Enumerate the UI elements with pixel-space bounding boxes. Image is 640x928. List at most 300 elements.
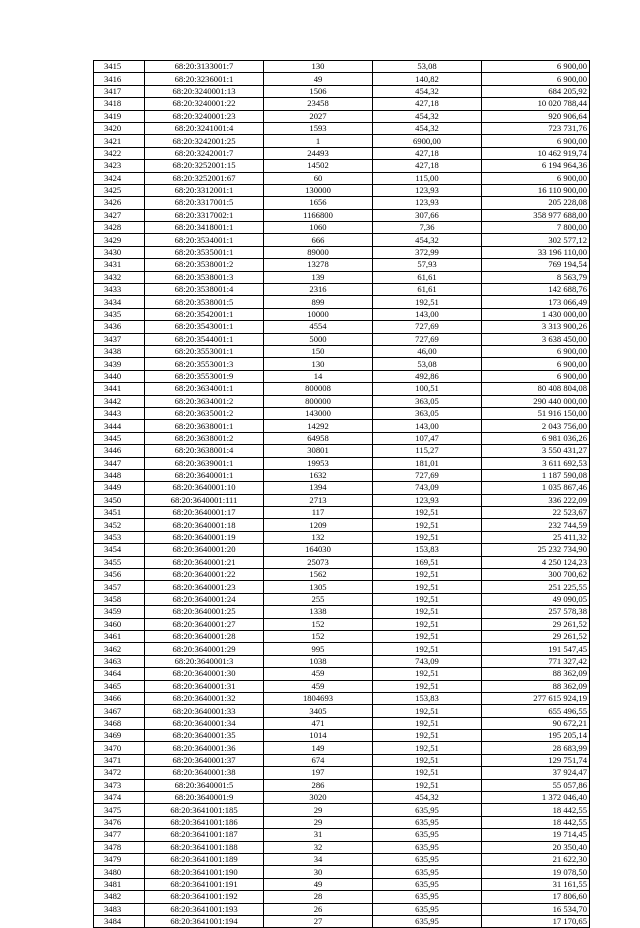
- table-row: [94, 345, 590, 357]
- cadastral-number-cell: 68:20:3542001:1: [145, 308, 264, 320]
- value-cell: 8 563,79: [482, 271, 590, 283]
- row-number-cell: 3430: [94, 246, 145, 258]
- area-cell: 800000: [264, 395, 373, 407]
- area-cell: 14502: [264, 160, 373, 172]
- table-row: [94, 308, 590, 320]
- table-row: [94, 445, 590, 457]
- cadastral-number-cell: 68:20:3236001:1: [145, 73, 264, 85]
- rate-cell: 100,51: [373, 383, 482, 395]
- rate-cell: 192,51: [373, 668, 482, 680]
- area-cell: 1014: [264, 730, 373, 742]
- value-cell: 300 700,62: [482, 569, 590, 581]
- rate-cell: 635,95: [373, 903, 482, 915]
- table-row: [94, 581, 590, 593]
- row-number-cell: 3463: [94, 655, 145, 667]
- row-number-cell: 3443: [94, 407, 145, 419]
- table-row: [94, 556, 590, 568]
- area-cell: 130: [264, 61, 373, 73]
- row-number-cell: 3427: [94, 209, 145, 221]
- area-cell: 23458: [264, 98, 373, 110]
- rate-cell: 192,51: [373, 630, 482, 642]
- area-cell: 255: [264, 593, 373, 605]
- row-number-cell: 3445: [94, 432, 145, 444]
- area-cell: 666: [264, 234, 373, 246]
- row-number-cell: 3432: [94, 271, 145, 283]
- row-number-cell: 3472: [94, 767, 145, 779]
- area-cell: 132: [264, 531, 373, 543]
- row-number-cell: 3420: [94, 122, 145, 134]
- area-cell: 117: [264, 507, 373, 519]
- area-cell: 459: [264, 668, 373, 680]
- value-cell: 10 462 919,74: [482, 147, 590, 159]
- value-cell: 18 442,55: [482, 816, 590, 828]
- area-cell: 4554: [264, 321, 373, 333]
- rate-cell: 107,47: [373, 432, 482, 444]
- row-number-cell: 3423: [94, 160, 145, 172]
- value-cell: 358 977 688,00: [482, 209, 590, 221]
- rate-cell: 192,51: [373, 581, 482, 593]
- area-cell: 2713: [264, 494, 373, 506]
- cadastral-number-cell: 68:20:3641001:194: [145, 915, 264, 927]
- area-cell: 5000: [264, 333, 373, 345]
- value-cell: 723 731,76: [482, 122, 590, 134]
- row-number-cell: 3416: [94, 73, 145, 85]
- value-cell: 6 900,00: [482, 358, 590, 370]
- area-cell: 471: [264, 717, 373, 729]
- table-row: [94, 420, 590, 432]
- cadastral-number-cell: 68:20:3640001:17: [145, 507, 264, 519]
- area-cell: 995: [264, 643, 373, 655]
- value-cell: 33 196 110,00: [482, 246, 590, 258]
- cadastral-number-cell: 68:20:3535001:1: [145, 246, 264, 258]
- row-number-cell: 3435: [94, 308, 145, 320]
- table-row: [94, 668, 590, 680]
- cadastral-number-cell: 68:20:3640001:20: [145, 544, 264, 556]
- table-row: [94, 358, 590, 370]
- table-row: [94, 630, 590, 642]
- value-cell: 19 078,50: [482, 866, 590, 878]
- row-number-cell: 3464: [94, 668, 145, 680]
- area-cell: 14292: [264, 420, 373, 432]
- value-cell: 18 442,55: [482, 804, 590, 816]
- value-cell: 3 313 900,26: [482, 321, 590, 333]
- rate-cell: 192,51: [373, 519, 482, 531]
- table-row: [94, 284, 590, 296]
- value-cell: 17 806,60: [482, 891, 590, 903]
- rate-cell: 727,69: [373, 469, 482, 481]
- rate-cell: 635,95: [373, 829, 482, 841]
- rate-cell: 192,51: [373, 606, 482, 618]
- value-cell: 7 800,00: [482, 222, 590, 234]
- row-number-cell: 3468: [94, 717, 145, 729]
- cadastral-number-cell: 68:20:3133001:7: [145, 61, 264, 73]
- row-number-cell: 3449: [94, 482, 145, 494]
- cadastral-number-cell: 68:20:3638001:4: [145, 445, 264, 457]
- area-cell: 130000: [264, 184, 373, 196]
- rate-cell: 192,51: [373, 779, 482, 791]
- row-number-cell: 3483: [94, 903, 145, 915]
- row-number-cell: 3438: [94, 345, 145, 357]
- cadastral-number-cell: 68:20:3640001:35: [145, 730, 264, 742]
- cadastral-number-cell: 68:20:3641001:189: [145, 854, 264, 866]
- cadastral-number-cell: 68:20:3240001:23: [145, 110, 264, 122]
- area-cell: 152: [264, 618, 373, 630]
- value-cell: 2 043 756,00: [482, 420, 590, 432]
- area-cell: 286: [264, 779, 373, 791]
- value-cell: 336 222,09: [482, 494, 590, 506]
- row-number-cell: 3453: [94, 531, 145, 543]
- row-number-cell: 3459: [94, 606, 145, 618]
- table-row: [94, 519, 590, 531]
- rate-cell: 123,93: [373, 184, 482, 196]
- value-cell: 684 205,92: [482, 85, 590, 97]
- row-number-cell: 3418: [94, 98, 145, 110]
- row-number-cell: 3419: [94, 110, 145, 122]
- rate-cell: 192,51: [373, 705, 482, 717]
- table-row: [94, 172, 590, 184]
- area-cell: 459: [264, 680, 373, 692]
- cadastral-number-cell: 68:20:3634001:1: [145, 383, 264, 395]
- table-row: [94, 370, 590, 382]
- rate-cell: 123,93: [373, 494, 482, 506]
- value-cell: 80 408 804,08: [482, 383, 590, 395]
- area-cell: 27: [264, 915, 373, 927]
- row-number-cell: 3440: [94, 370, 145, 382]
- value-cell: 173 066,49: [482, 296, 590, 308]
- value-cell: 277 615 924,19: [482, 692, 590, 704]
- table-row: [94, 606, 590, 618]
- row-number-cell: 3415: [94, 61, 145, 73]
- value-cell: 195 205,14: [482, 730, 590, 742]
- row-number-cell: 3462: [94, 643, 145, 655]
- value-cell: 251 225,55: [482, 581, 590, 593]
- table-row: [94, 333, 590, 345]
- row-number-cell: 3425: [94, 184, 145, 196]
- table-row: [94, 395, 590, 407]
- table-row: [94, 160, 590, 172]
- area-cell: 31: [264, 829, 373, 841]
- value-cell: 6 900,00: [482, 135, 590, 147]
- rate-cell: 727,69: [373, 321, 482, 333]
- table-row: [94, 407, 590, 419]
- row-number-cell: 3481: [94, 878, 145, 890]
- table-row: [94, 705, 590, 717]
- rate-cell: 492,86: [373, 370, 482, 382]
- rate-cell: 635,95: [373, 804, 482, 816]
- area-cell: 30: [264, 866, 373, 878]
- table-row: [94, 692, 590, 704]
- row-number-cell: 3475: [94, 804, 145, 816]
- area-cell: 28: [264, 891, 373, 903]
- cadastral-number-cell: 68:20:3640001:32: [145, 692, 264, 704]
- rate-cell: 61,61: [373, 271, 482, 283]
- value-cell: 51 916 150,00: [482, 407, 590, 419]
- table-row: [94, 98, 590, 110]
- cadastral-number-cell: 68:20:3640001:28: [145, 630, 264, 642]
- area-cell: 1166800: [264, 209, 373, 221]
- value-cell: 142 688,76: [482, 284, 590, 296]
- rate-cell: 192,51: [373, 742, 482, 754]
- value-cell: 20 350,40: [482, 841, 590, 853]
- cadastral-number-cell: 68:20:3240001:13: [145, 85, 264, 97]
- rate-cell: 743,09: [373, 482, 482, 494]
- cadastral-number-cell: 68:20:3317002:1: [145, 209, 264, 221]
- rate-cell: 192,51: [373, 643, 482, 655]
- area-cell: 1593: [264, 122, 373, 134]
- rate-cell: 635,95: [373, 854, 482, 866]
- area-cell: 60: [264, 172, 373, 184]
- rate-cell: 115,27: [373, 445, 482, 457]
- value-cell: 22 523,67: [482, 507, 590, 519]
- cadastral-table: [93, 60, 590, 928]
- rate-cell: 192,51: [373, 618, 482, 630]
- cadastral-number-cell: 68:20:3640001:36: [145, 742, 264, 754]
- area-cell: 10000: [264, 308, 373, 320]
- area-cell: 49: [264, 878, 373, 890]
- document-page: [93, 60, 590, 928]
- area-cell: 164030: [264, 544, 373, 556]
- table-row: [94, 878, 590, 890]
- area-cell: 2316: [264, 284, 373, 296]
- area-cell: 1060: [264, 222, 373, 234]
- table-row: [94, 296, 590, 308]
- table-row: [94, 754, 590, 766]
- rate-cell: 57,93: [373, 259, 482, 271]
- rate-cell: 143,00: [373, 420, 482, 432]
- area-cell: 130: [264, 358, 373, 370]
- table-row: [94, 259, 590, 271]
- row-number-cell: 3477: [94, 829, 145, 841]
- area-cell: 34: [264, 854, 373, 866]
- area-cell: 139: [264, 271, 373, 283]
- row-number-cell: 3421: [94, 135, 145, 147]
- cadastral-number-cell: 68:20:3538001:5: [145, 296, 264, 308]
- value-cell: 29 261,52: [482, 630, 590, 642]
- value-cell: 302 577,12: [482, 234, 590, 246]
- table-row: [94, 222, 590, 234]
- cadastral-number-cell: 68:20:3640001:30: [145, 668, 264, 680]
- rate-cell: 372,99: [373, 246, 482, 258]
- area-cell: 19953: [264, 457, 373, 469]
- table-row: [94, 110, 590, 122]
- row-number-cell: 3422: [94, 147, 145, 159]
- rate-cell: 454,32: [373, 122, 482, 134]
- cadastral-number-cell: 68:20:3252001:15: [145, 160, 264, 172]
- rate-cell: 61,61: [373, 284, 482, 296]
- cadastral-number-cell: 68:20:3317001:5: [145, 197, 264, 209]
- row-number-cell: 3451: [94, 507, 145, 519]
- cadastral-number-cell: 68:20:3240001:22: [145, 98, 264, 110]
- value-cell: 28 683,99: [482, 742, 590, 754]
- cadastral-number-cell: 68:20:3641001:192: [145, 891, 264, 903]
- table-row: [94, 85, 590, 97]
- table-row: [94, 680, 590, 692]
- cadastral-number-cell: 68:20:3640001:3: [145, 655, 264, 667]
- rate-cell: 192,51: [373, 680, 482, 692]
- cadastral-number-cell: 68:20:3544001:1: [145, 333, 264, 345]
- rate-cell: 743,09: [373, 655, 482, 667]
- row-number-cell: 3478: [94, 841, 145, 853]
- cadastral-number-cell: 68:20:3418001:1: [145, 222, 264, 234]
- area-cell: 143000: [264, 407, 373, 419]
- cadastral-number-cell: 68:20:3640001:111: [145, 494, 264, 506]
- cadastral-number-cell: 68:20:3543001:1: [145, 321, 264, 333]
- table-row: [94, 271, 590, 283]
- cadastral-number-cell: 68:20:3640001:31: [145, 680, 264, 692]
- table-row: [94, 915, 590, 927]
- area-cell: 29: [264, 804, 373, 816]
- cadastral-number-cell: 68:20:3241001:4: [145, 122, 264, 134]
- area-cell: 1506: [264, 85, 373, 97]
- rate-cell: 153,83: [373, 692, 482, 704]
- area-cell: 1804693: [264, 692, 373, 704]
- row-number-cell: 3480: [94, 866, 145, 878]
- row-number-cell: 3433: [94, 284, 145, 296]
- cadastral-number-cell: 68:20:3641001:188: [145, 841, 264, 853]
- area-cell: 64958: [264, 432, 373, 444]
- value-cell: 769 194,54: [482, 259, 590, 271]
- row-number-cell: 3439: [94, 358, 145, 370]
- table-row: [94, 841, 590, 853]
- row-number-cell: 3454: [94, 544, 145, 556]
- value-cell: 1 372 046,40: [482, 792, 590, 804]
- area-cell: 2027: [264, 110, 373, 122]
- value-cell: 232 744,59: [482, 519, 590, 531]
- value-cell: 49 090,05: [482, 593, 590, 605]
- table-row: [94, 891, 590, 903]
- rate-cell: 192,51: [373, 531, 482, 543]
- row-number-cell: 3448: [94, 469, 145, 481]
- table-row: [94, 494, 590, 506]
- rate-cell: 7,36: [373, 222, 482, 234]
- cadastral-number-cell: 68:20:3553001:3: [145, 358, 264, 370]
- area-cell: 3020: [264, 792, 373, 804]
- rate-cell: 635,95: [373, 891, 482, 903]
- row-number-cell: 3476: [94, 816, 145, 828]
- area-cell: 1038: [264, 655, 373, 667]
- rate-cell: 192,51: [373, 593, 482, 605]
- area-cell: 32: [264, 841, 373, 853]
- cadastral-number-cell: 68:20:3640001:24: [145, 593, 264, 605]
- rate-cell: 454,32: [373, 110, 482, 122]
- area-cell: 13278: [264, 259, 373, 271]
- row-number-cell: 3428: [94, 222, 145, 234]
- value-cell: 6 981 036,26: [482, 432, 590, 444]
- cadastral-number-cell: 68:20:3640001:34: [145, 717, 264, 729]
- row-number-cell: 3457: [94, 581, 145, 593]
- value-cell: 10 020 788,44: [482, 98, 590, 110]
- area-cell: 29: [264, 816, 373, 828]
- value-cell: 90 672,21: [482, 717, 590, 729]
- rate-cell: 192,51: [373, 569, 482, 581]
- table-row: [94, 767, 590, 779]
- value-cell: 129 751,74: [482, 754, 590, 766]
- cadastral-number-cell: 68:20:3252001:67: [145, 172, 264, 184]
- cadastral-number-cell: 68:20:3640001:21: [145, 556, 264, 568]
- row-number-cell: 3461: [94, 630, 145, 642]
- rate-cell: 192,51: [373, 296, 482, 308]
- value-cell: 655 496,55: [482, 705, 590, 717]
- rate-cell: 454,32: [373, 792, 482, 804]
- cadastral-number-cell: 68:20:3640001:5: [145, 779, 264, 791]
- table-row: [94, 866, 590, 878]
- table-row: [94, 643, 590, 655]
- rate-cell: 635,95: [373, 816, 482, 828]
- cadastral-number-cell: 68:20:3641001:191: [145, 878, 264, 890]
- rate-cell: 53,08: [373, 61, 482, 73]
- area-cell: 197: [264, 767, 373, 779]
- table-row: [94, 531, 590, 543]
- cadastral-number-cell: 68:20:3640001:33: [145, 705, 264, 717]
- row-number-cell: 3460: [94, 618, 145, 630]
- area-cell: 1632: [264, 469, 373, 481]
- cadastral-number-cell: 68:20:3553001:1: [145, 345, 264, 357]
- value-cell: 6 900,00: [482, 345, 590, 357]
- table-row: [94, 544, 590, 556]
- cadastral-number-cell: 68:20:3640001:37: [145, 754, 264, 766]
- value-cell: 257 578,38: [482, 606, 590, 618]
- area-cell: 674: [264, 754, 373, 766]
- row-number-cell: 3424: [94, 172, 145, 184]
- table-row: [94, 792, 590, 804]
- area-cell: 14: [264, 370, 373, 382]
- row-number-cell: 3466: [94, 692, 145, 704]
- cadastral-number-cell: 68:20:3640001:25: [145, 606, 264, 618]
- value-cell: 19 714,45: [482, 829, 590, 841]
- cadastral-number-cell: 68:20:3634001:2: [145, 395, 264, 407]
- cadastral-number-cell: 68:20:3242001:25: [145, 135, 264, 147]
- cadastral-number-cell: 68:20:3635001:2: [145, 407, 264, 419]
- row-number-cell: 3452: [94, 519, 145, 531]
- row-number-cell: 3482: [94, 891, 145, 903]
- cadastral-number-cell: 68:20:3640001:1: [145, 469, 264, 481]
- row-number-cell: 3455: [94, 556, 145, 568]
- row-number-cell: 3473: [94, 779, 145, 791]
- cadastral-number-cell: 68:20:3538001:2: [145, 259, 264, 271]
- cadastral-number-cell: 68:20:3553001:9: [145, 370, 264, 382]
- row-number-cell: 3434: [94, 296, 145, 308]
- cadastral-number-cell: 68:20:3638001:2: [145, 432, 264, 444]
- rate-cell: 123,93: [373, 197, 482, 209]
- area-cell: 26: [264, 903, 373, 915]
- table-row: [94, 383, 590, 395]
- row-number-cell: 3447: [94, 457, 145, 469]
- value-cell: 25 411,32: [482, 531, 590, 543]
- value-cell: 191 547,45: [482, 643, 590, 655]
- value-cell: 17 170,65: [482, 915, 590, 927]
- value-cell: 771 327,42: [482, 655, 590, 667]
- table-row: [94, 593, 590, 605]
- area-cell: 150: [264, 345, 373, 357]
- area-cell: 89000: [264, 246, 373, 258]
- table-row: [94, 321, 590, 333]
- area-cell: 1338: [264, 606, 373, 618]
- area-cell: 800008: [264, 383, 373, 395]
- value-cell: 1 035 867,46: [482, 482, 590, 494]
- cadastral-number-cell: 68:20:3538001:4: [145, 284, 264, 296]
- value-cell: 920 906,64: [482, 110, 590, 122]
- cadastral-number-cell: 68:20:3640001:19: [145, 531, 264, 543]
- cadastral-number-cell: 68:20:3639001:1: [145, 457, 264, 469]
- area-cell: 1562: [264, 569, 373, 581]
- area-cell: 30801: [264, 445, 373, 457]
- table-row: [94, 432, 590, 444]
- row-number-cell: 3458: [94, 593, 145, 605]
- cadastral-number-cell: 68:20:3640001:9: [145, 792, 264, 804]
- value-cell: 3 550 431,27: [482, 445, 590, 457]
- value-cell: 16 534,70: [482, 903, 590, 915]
- value-cell: 88 362,09: [482, 668, 590, 680]
